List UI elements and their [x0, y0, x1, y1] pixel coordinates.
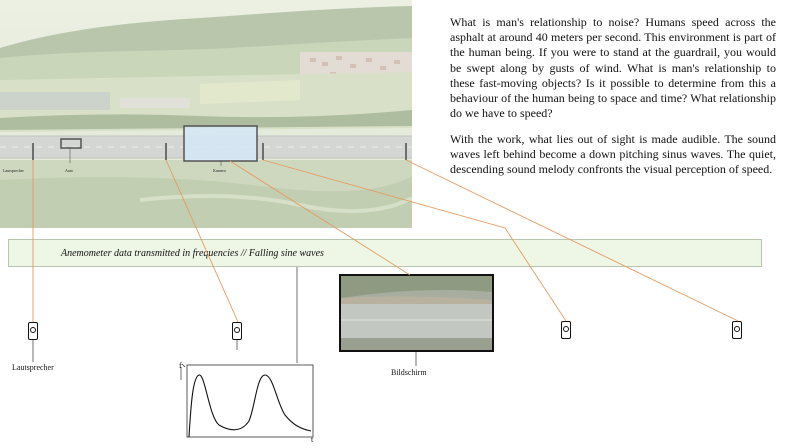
graph-y-axis-label: f [179, 361, 182, 370]
speaker-icon [732, 321, 742, 339]
description-paragraph-2: With the work, what lies out of sight is made audible. The sound waves left behind become a down pitching sinus waves. The quiet, descending sound melody confronts the visual perception of speed. [450, 132, 776, 177]
photo-label-speaker: Lautsprecher [3, 168, 24, 173]
photo-label-camera: Kamera [213, 168, 226, 173]
description-paragraph-1: What is man's relationship to noise? Humans speed across the asphalt at around 40 meters per second. This environment is part of the human being. If you were to stand at the guardrail, you would be swept along by gusts of wind. What is man's relationship to these fast-moving objects? Is it possible to determine from this a behaviour of the human being to space and time? What relationship do we have to speed? [450, 15, 776, 121]
data-bar-label: Anemometer data transmitted in frequencies // Falling sine waves [61, 248, 324, 259]
falling-sine-graph [185, 363, 315, 441]
speaker-icon [561, 321, 571, 339]
speaker-icon [28, 322, 38, 340]
screen-image [341, 276, 492, 350]
landscape-image [0, 0, 412, 228]
data-transmission-bar [8, 239, 762, 267]
aerial-photo [0, 0, 412, 228]
speaker-icon [232, 322, 242, 340]
screen-display [339, 274, 494, 352]
speaker-label: Lautsprecher [12, 363, 54, 372]
frequency-graph [185, 363, 315, 441]
graph-x-axis-label: t [311, 435, 314, 444]
screen-label: Bildschirm [391, 368, 427, 377]
photo-label-car: Auto [65, 168, 73, 173]
